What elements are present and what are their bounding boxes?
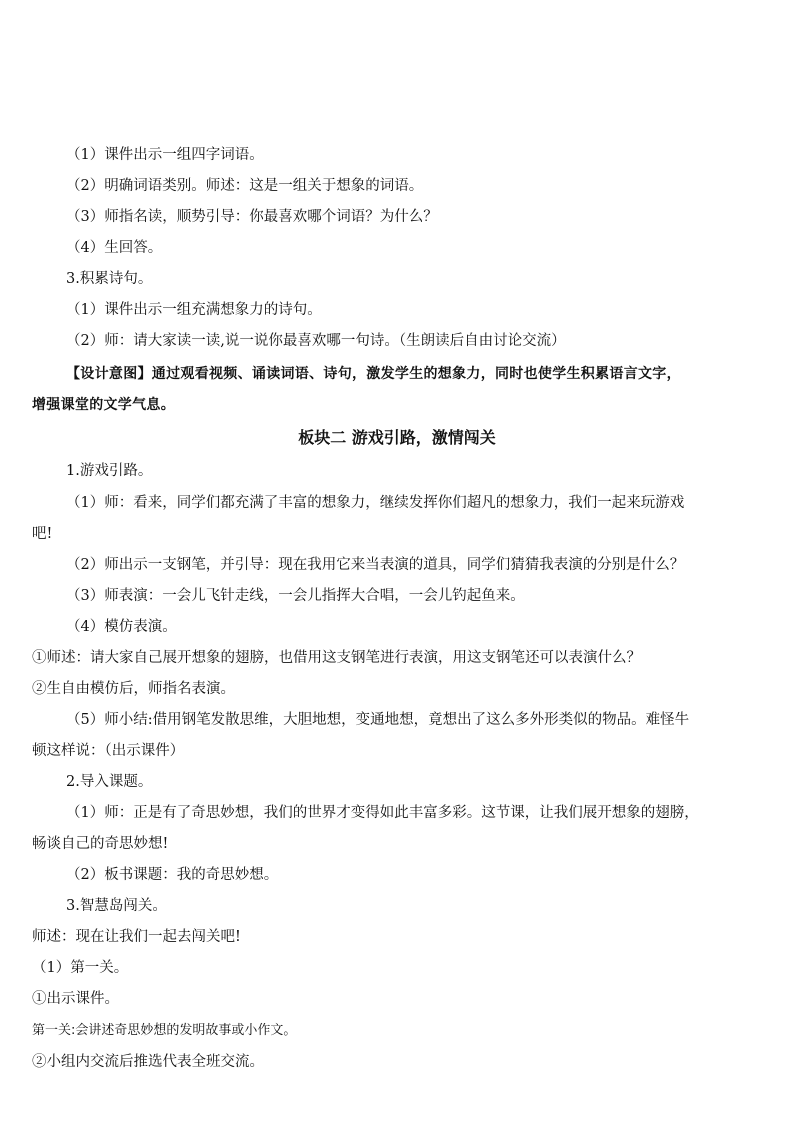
text-line: （1）课件出示一组四字词语。 bbox=[66, 147, 264, 163]
text-line: 顿这样说：（出示课件） bbox=[32, 743, 185, 759]
text-line: ②生自由模仿后，师指名表演。 bbox=[32, 681, 235, 697]
text-line: （2）师：请大家读一读,说一说你最喜欢哪一句诗。（生朗读后自由讨论交流） bbox=[66, 333, 566, 349]
text-line: （3）师指名读，顺势引导：你最喜欢哪个词语？为什么？ bbox=[66, 209, 438, 225]
text-line: ①出示课件。 bbox=[32, 991, 119, 1007]
courseware-caption: 第一关:会讲述奇思妙想的发明故事或小作文。 bbox=[32, 1023, 297, 1038]
text-line: 2.导入课题。 bbox=[66, 774, 153, 790]
text-line: （4）生回答。 bbox=[66, 240, 163, 256]
text-line: ②小组内交流后推选代表全班交流。 bbox=[32, 1054, 264, 1070]
text-line: （2）板书课题：我的奇思妙想。 bbox=[66, 867, 279, 883]
text-line: 畅谈自己的奇思妙想! bbox=[32, 836, 169, 852]
text-line: ①师述：请大家自己展开想象的翅膀，也借用这支钢笔进行表演，用这支钢笔还可以表演什么？ bbox=[32, 650, 641, 666]
text-line: （3）师表演：一会儿飞针走线，一会儿指挥大合唱，一会儿钓起鱼来。 bbox=[66, 588, 525, 604]
section-title: 板块二 游戏引路，激情闯关 bbox=[298, 428, 496, 447]
text-line: 3.智慧岛闯关。 bbox=[66, 898, 167, 914]
design-intent-note-continued: 增强课堂的文学气息。 bbox=[32, 397, 175, 413]
text-line: （1）师：正是有了奇思妙想，我们的世界才变得如此丰富多彩。这节课，让我们展开想象的翅膀， bbox=[66, 805, 699, 821]
text-line: 师述：现在让我们一起去闯关吧! bbox=[32, 929, 241, 945]
text-line: 吧! bbox=[32, 526, 53, 542]
text-line: （1）课件出示一组充满想象力的诗句。 bbox=[66, 302, 322, 318]
design-intent-note: 【设计意图】通过观看视频、诵读词语、诗句，激发学生的想象力，同时也使学生积累语言文字， bbox=[66, 366, 681, 382]
text-line: （2）明确词语类别。师述：这是一组关于想象的词语。 bbox=[66, 178, 424, 194]
text-line: （2）师出示一支钢笔，并引导：现在我用它来当表演的道具，同学们猜猜我表演的分别是什么？ bbox=[66, 557, 685, 573]
text-line: （1）第一关。 bbox=[32, 960, 129, 976]
text-line: 3.积累诗句。 bbox=[66, 271, 153, 287]
text-line: （4）模仿表演。 bbox=[66, 619, 177, 635]
text-line: 1.游戏引路。 bbox=[66, 463, 153, 479]
text-line: （1）师：看来，同学们都充满了丰富的想象力，继续发挥你们超凡的想象力，我们一起来玩游戏 bbox=[66, 495, 685, 511]
text-line: （5）师小结:借用钢笔发散思维，大胆地想，变通地想，竟想出了这么多外形类似的物品。难怪牛 bbox=[66, 712, 690, 728]
